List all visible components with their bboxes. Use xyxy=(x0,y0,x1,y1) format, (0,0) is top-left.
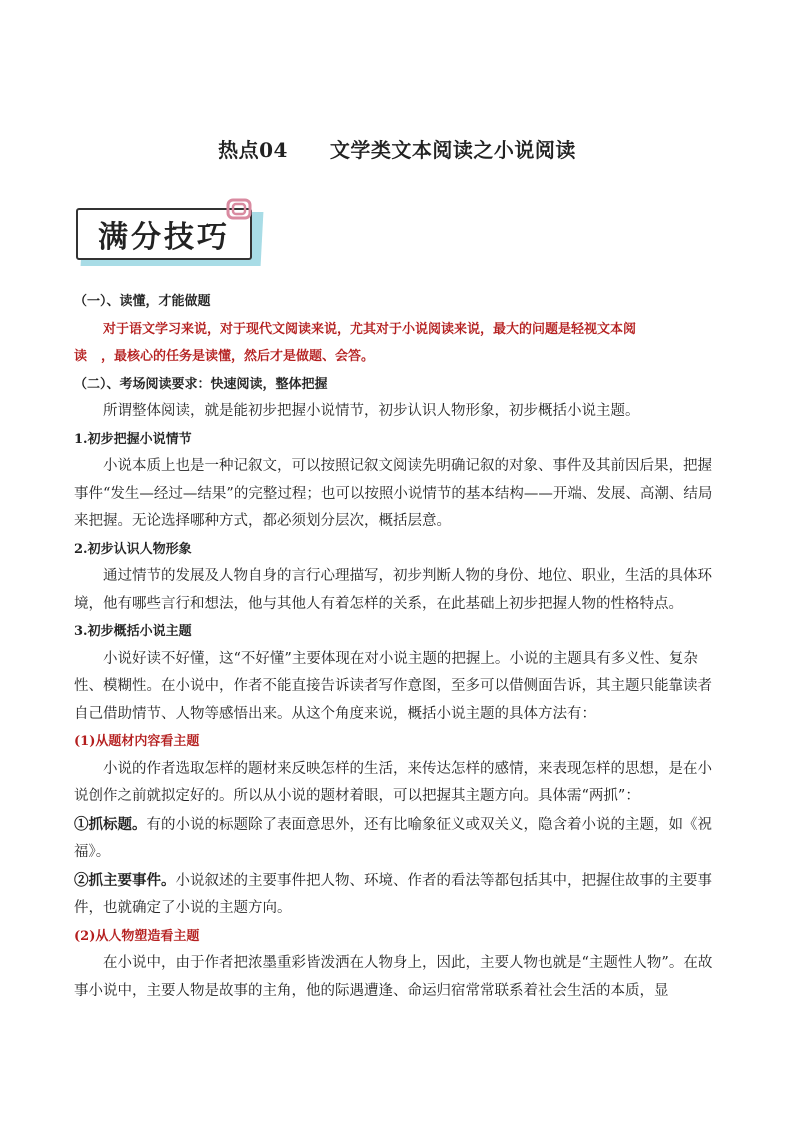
list-item-1 xyxy=(74,811,726,867)
paragraph-3: 小说好读不好懂，这“不好懂”主要体现在对小说主题的把握上。小说的主题具有多义性、复杂性、模糊性。在小说中，作者不能直接告诉读者写作意图，至多可以借侧面告诉，其主题只能靠读者自己借助情节、人物等感悟出来。从这个角度来说，概括小说主题的具体方法有： xyxy=(74,650,712,722)
title-main: 文学类文本阅读之小说阅读 xyxy=(329,138,576,162)
paragraph-1: 小说本质上也是一种记叙文，可以按照记叙文阅读先明确记叙的对象、事件及其前因后果，把握事件“发生—经过—结果”的完整过程；也可以按照小说情节的基本结构——开端、发展、高潮、结局来把握。无论选择哪种方式，都必须划分层次，概括层意。 xyxy=(74,458,713,529)
subheading-1: (1)从题材内容看主题 xyxy=(74,734,200,749)
section2-paragraph: 所谓整体阅读，就是能初步把握小说情节，初步认识人物形象，初步概括小说主题。 xyxy=(103,403,640,419)
section1-red-line2 xyxy=(74,343,726,371)
section1-red-line2a: 读 xyxy=(74,349,88,364)
article-body xyxy=(74,288,726,1005)
list-item-2 xyxy=(74,867,726,923)
list-item-2-text: 小说叙述的主要事件把人物、环境、作者的看法等都包括其中，把握住故事的主要事件，也就确定了小说的主题方向。 xyxy=(74,872,712,916)
section-badge xyxy=(74,204,270,274)
list-item-2-label: ②抓主要事件。 xyxy=(74,871,176,889)
list-item-1-label: ①抓标题。 xyxy=(74,815,147,833)
heading-1: 1.初步把握小说情节 xyxy=(74,431,192,447)
paragraph-4: 小说的作者选取怎样的题材来反映怎样的生活，来传达怎样的感情，来表现怎样的思想，是在小说创作之前就拟定好的。所以从小说的题材着眼，可以把握其主题方向。具体需“两抓”： xyxy=(74,760,712,804)
paragraph-2: 通过情节的发展及人物自身的言行心理描写，初步判断人物的身份、地位、职业，生活的具体环境，他有哪些言行和想法，他与其他人有着怎样的关系，在此基础上初步把握人物的性格特点。 xyxy=(74,568,712,612)
subheading-2: (2)从人物塑造看主题 xyxy=(74,928,200,944)
heading-2: 2.初步认识人物形象 xyxy=(74,541,192,557)
section1-red-line1: 对于语文学习来说，对于现代文阅读来说，尤其对于小说阅读来说，最大的问题是轻视文本阅 xyxy=(103,321,637,337)
section1-heading: （一）、读懂，才能做题 xyxy=(74,294,211,309)
heading-3: 3.初步概括小说主题 xyxy=(74,624,192,639)
paper-clip-icon xyxy=(224,196,254,222)
page-title xyxy=(0,134,794,163)
title-prefix: 热点04 xyxy=(218,138,288,162)
badge-label: 满分技巧 xyxy=(98,220,230,255)
section1-red-line2b: ，最核心的任务是读懂，然后才是做题、会答。 xyxy=(101,349,375,364)
paragraph-5: 在小说中，由于作者把浓墨重彩皆泼洒在人物身上，因此，主要人物也就是“主题性人物”。在故事小说中，主要人物是故事的主角，他的际遇遭逢、命运归宿常常联系着社会生活的本质，显 xyxy=(74,955,713,999)
section2-heading: （二）、考场阅读要求：快速阅读，整体把握 xyxy=(74,376,328,392)
list-item-1-text: 有的小说的标题除了表面意思外，还有比喻象征义或双关义，隐含着小说的主题，如《祝福》。 xyxy=(74,816,712,860)
